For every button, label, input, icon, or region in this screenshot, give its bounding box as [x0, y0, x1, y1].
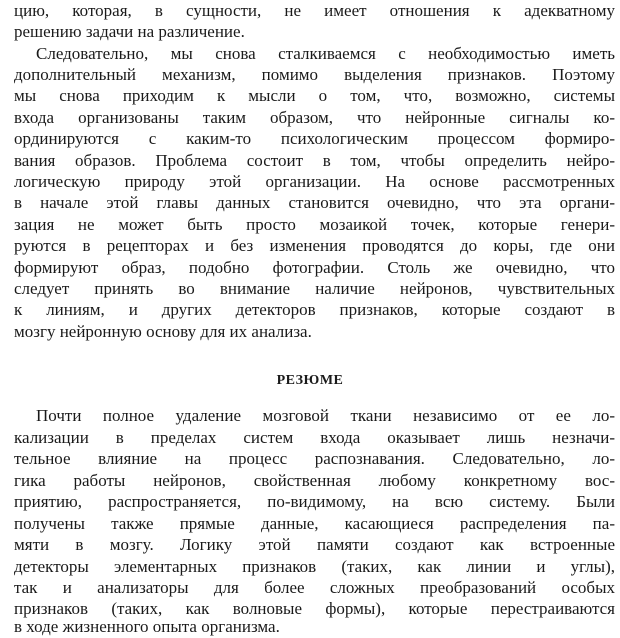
text-line: Почти полное удаление мозговой ткани независимо от ее ло- [36, 406, 615, 425]
text-line: мяти в мозгу. Логику этой памяти создают как встроенные [14, 535, 615, 554]
text-line: к линиям, и других детекторов признаков, которые создают в [14, 300, 615, 319]
text-line: детекторы элементарных признаков (таких, как линии и углы), [14, 557, 615, 576]
text-line: ординируются с каким-то психологическим процессом формиро- [14, 129, 615, 148]
text-line: получены также прямые данные, касающиеся распределения па- [14, 514, 615, 533]
text-line: входа организованы таким образом, что нейронные сигналы ко- [14, 108, 615, 127]
section-heading: РЕЗЮМЕ [276, 373, 344, 388]
text-line: в ходе жизненного опыта организма. [14, 617, 280, 636]
text-line: тельное влияние на процесс распознавания. Следовательно, ло- [14, 449, 615, 468]
text-line: признаков (таких, как волновые формы), которые перестраиваются [14, 599, 615, 618]
text-line: гика работы нейронов, свойственная любому конкретному вос- [14, 471, 615, 490]
text-line: приятию, распространяется, по-видимому, на всю систему. Были [14, 492, 615, 511]
text-line: дополнительный механизм, помимо выделения признаков. Поэтому [14, 65, 615, 84]
text-line: цию, которая, в сущности, не имеет отношения к адекватному [14, 1, 615, 20]
text-line: мозгу нейронную основу для их анализа. [14, 322, 312, 341]
text-line: зация не может быть просто мозаикой точек, которые генери- [14, 215, 615, 234]
text-line: мы снова приходим к мысли о том, что, возможно, системы [14, 86, 615, 105]
text-line: в начале этой главы данных становится очевидно, что эта органи- [14, 193, 615, 212]
text-line: так и анализаторы для более сложных преобразований особых [14, 578, 615, 597]
text-line: решению задачи на различение. [14, 22, 245, 41]
text-line: кализации в пределах систем входа оказывает лишь незначи- [14, 428, 615, 447]
text-line: руются в рецепторах и без изменения проводятся до коры, где они [14, 236, 615, 255]
text-line: логическую природу этой организации. На основе рассмотренных [14, 172, 615, 191]
text-line: Следовательно, мы снова сталкиваемся с необходимостью иметь [36, 44, 615, 63]
text-line: вания образов. Проблема состоит в том, чтобы определить нейро- [14, 151, 615, 170]
text-line: формируют образ, подобно фотографии. Столь же очевидно, что [14, 258, 615, 277]
text-line: следует принять во внимание наличие нейронов, чувствительных [14, 279, 615, 298]
